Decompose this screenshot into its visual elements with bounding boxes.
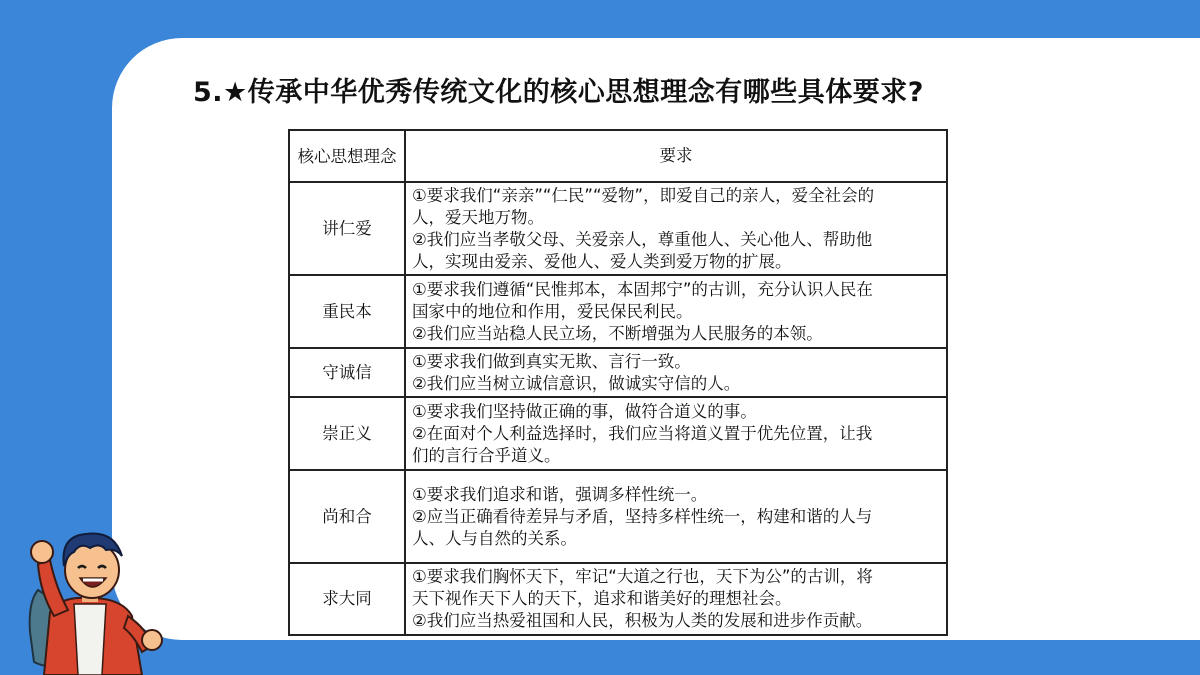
requirement-line: ①要求我们“亲亲”“仁民”“爱物”，即爱自己的亲人，爱全社会的 — [412, 185, 875, 205]
requirement-line: 人、人与自然的关系。 — [412, 528, 577, 548]
requirement-line: ①要求我们做到真实无欺、言行一致。 — [412, 351, 691, 371]
requirement-line: ②我们应当树立诚信意识，做诚实守信的人。 — [412, 373, 741, 393]
requirement-cell — [405, 348, 947, 397]
requirement-cell — [405, 182, 947, 275]
requirement-line: ①要求我们坚持做正确的事，做符合道义的事。 — [412, 401, 757, 421]
requirement-line: 天下视作天下人的天下，追求和谐美好的理想社会。 — [412, 589, 792, 608]
concept-cell: 尚和合 — [289, 470, 405, 563]
table-row — [289, 348, 947, 397]
table-row — [289, 182, 947, 275]
requirement-line: 国家中的地位和作用，爱民保民利民。 — [412, 301, 693, 321]
requirement-line: ②我们应当孝敬父母、关爱亲人，尊重他人、关心他人、帮助他 — [412, 229, 873, 249]
table-row — [289, 563, 947, 635]
values-table — [288, 129, 948, 636]
concept-cell: 重民本 — [289, 275, 405, 348]
requirement-line: 们的言行合乎道义。 — [412, 445, 561, 465]
requirement-cell — [405, 563, 947, 635]
table-header-row — [289, 130, 947, 182]
concept-cell: 守诚信 — [289, 348, 405, 397]
requirement-line: ①要求我们胸怀天下，牢记“大道之行也，天下为公”的古训，将 — [412, 567, 873, 586]
table-row — [289, 275, 947, 348]
requirement-cell — [405, 397, 947, 470]
requirement-line: 人，爱天地万物。 — [412, 207, 544, 227]
header-requirement: 要求 — [405, 130, 947, 182]
table-row — [289, 470, 947, 563]
concept-cell: 求大同 — [289, 563, 405, 635]
requirement-line: ①要求我们追求和谐，强调多样性统一。 — [412, 484, 708, 504]
requirement-line: ②我们应当热爱祖国和人民，积极为人类的发展和进步作贡献。 — [412, 611, 873, 630]
table-row — [289, 397, 947, 470]
concept-cell: 崇正义 — [289, 397, 405, 470]
requirement-line: ②我们应当站稳人民立场，不断增强为人民服务的本领。 — [412, 323, 823, 343]
requirement-line: ②在面对个人利益选择时，我们应当将道义置于优先位置，让我 — [412, 423, 873, 443]
concept-cell: 讲仁爱 — [289, 182, 405, 275]
requirement-line: 人，实现由爱亲、爱他人、爱人类到爱万物的扩展。 — [412, 251, 792, 271]
requirement-line: ①要求我们遵循“民惟邦本，本固邦宁”的古训，充分认识人民在 — [412, 279, 873, 299]
header-concept: 核心思想理念 — [289, 130, 405, 182]
requirement-cell — [405, 275, 947, 348]
cheering-boy-icon — [20, 512, 170, 675]
slide-title: 5.★传承中华优秀传统文化的核心思想理念有哪些具体要求? — [193, 77, 924, 108]
requirement-line: ②应当正确看待差异与矛盾，坚持多样性统一，构建和谐的人与 — [412, 506, 873, 526]
requirement-cell — [405, 470, 947, 563]
